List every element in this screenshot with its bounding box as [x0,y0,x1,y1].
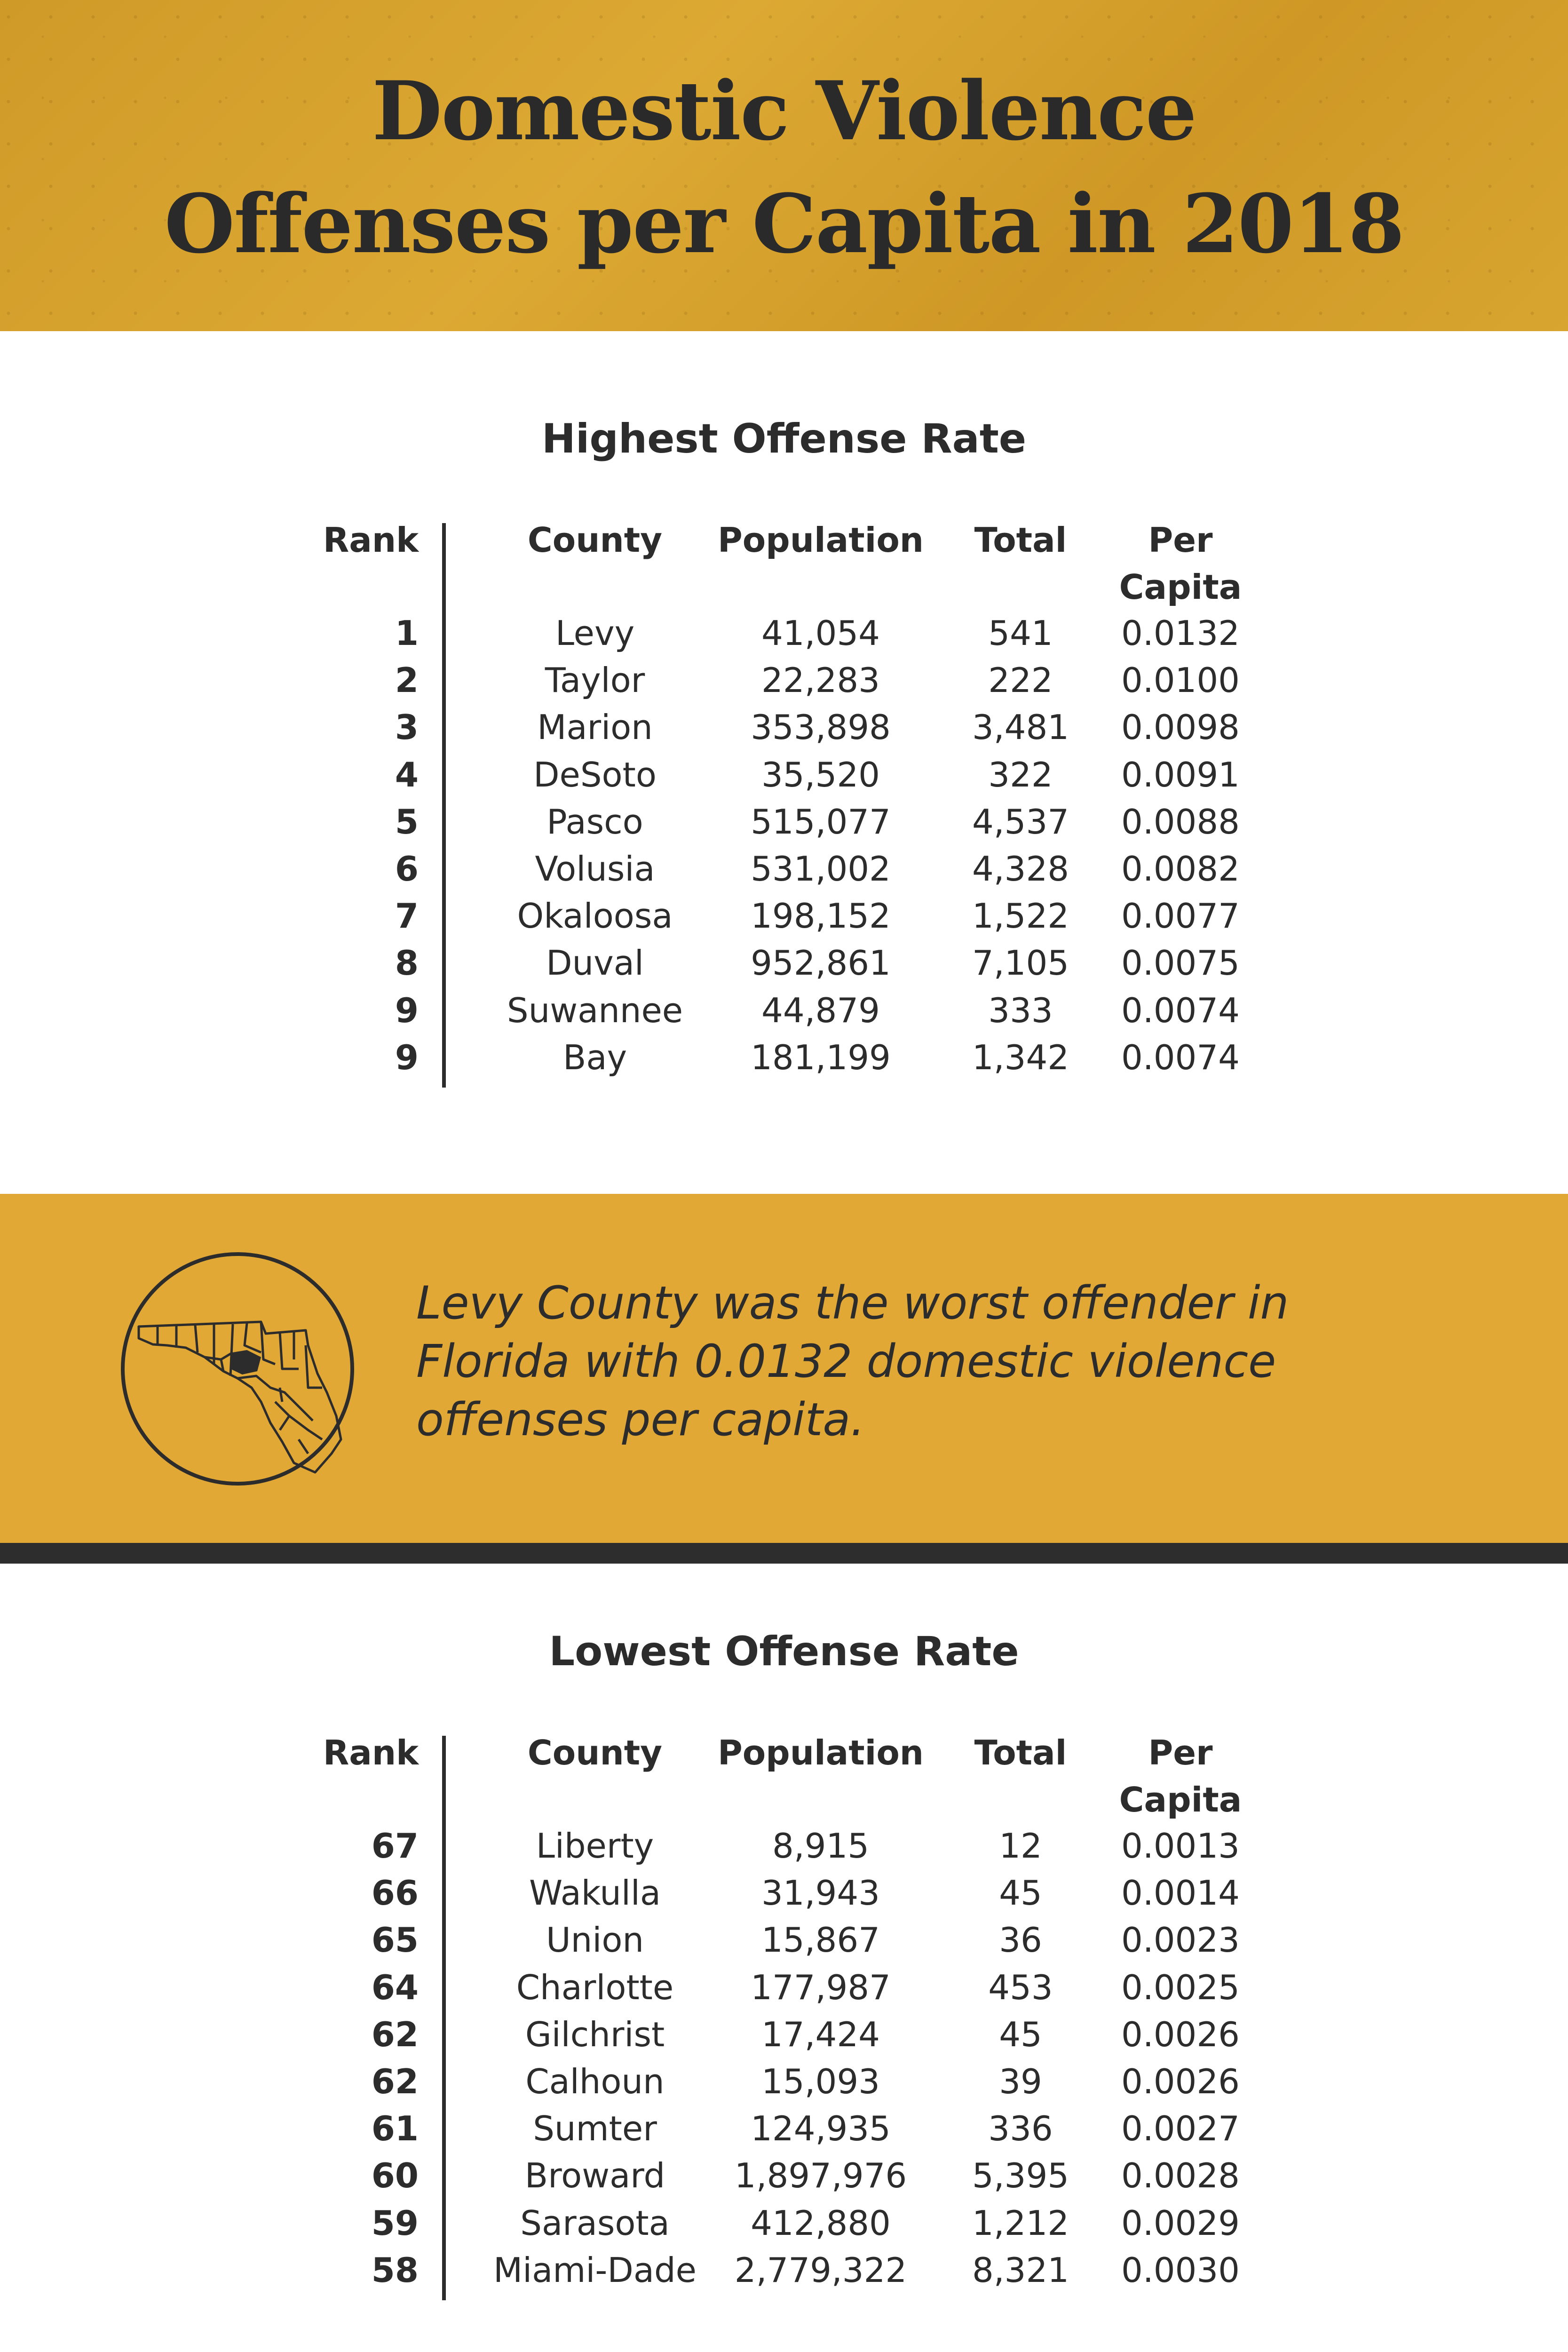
cell-county: Miami-Dade [493,2250,697,2290]
cell-county: Duval [546,943,644,983]
cell-population: 531,002 [751,849,891,889]
cell-population: 44,879 [761,990,880,1030]
column-header-county: County [527,1733,663,1772]
column-header-rank: Rank [323,520,419,560]
cell-total: 4,328 [972,849,1069,889]
cell-population: 2,779,322 [734,2250,907,2290]
cell-population: 353,898 [751,707,891,747]
cell-county: Suwannee [507,990,683,1030]
cell-per-capita: 0.0098 [1121,707,1240,747]
cell-county: Bay [562,1037,627,1077]
cell-total: 8,321 [972,2250,1069,2290]
cell-population: 17,424 [761,2014,880,2054]
cell-county: Gilchrist [525,2014,665,2054]
cell-per-capita: 0.0026 [1121,2014,1240,2054]
cell-total: 39 [999,2062,1042,2101]
cell-county: DeSoto [533,755,657,795]
cell-population: 8,915 [772,1826,870,1866]
cell-per-capita: 0.0023 [1121,1920,1240,1960]
cell-population: 22,283 [761,660,880,700]
cell-county: Union [546,1920,644,1960]
cell-rank: 67 [371,1826,419,1866]
cell-per-capita: 0.0082 [1121,849,1240,889]
cell-county: Calhoun [525,2062,665,2101]
column-header-total: Total [974,1733,1067,1772]
cell-county: Volusia [535,849,655,889]
cell-per-capita: 0.0027 [1121,2109,1240,2149]
cell-population: 952,861 [751,943,891,983]
column-header-total: Total [974,520,1067,560]
cell-total: 36 [999,1920,1042,1960]
cell-per-capita: 0.0014 [1121,1873,1240,1913]
highest-section-title: Highest Offense Rate [541,415,1027,462]
cell-county: Marion [537,707,653,747]
column-header-county: County [527,520,663,560]
cell-rank: 66 [371,1873,419,1913]
cell-population: 41,054 [761,613,880,653]
highest-callout-band [0,1194,1568,1543]
cell-county: Levy [555,613,635,653]
cell-per-capita: 0.0091 [1121,755,1240,795]
cell-per-capita: 0.0074 [1121,1037,1240,1077]
cell-total: 4,537 [972,802,1069,842]
highest-callout-line-2: Florida with 0.0132 domestic violence [416,1335,1276,1388]
cell-total: 333 [988,990,1053,1030]
cell-population: 15,093 [761,2062,880,2101]
cell-total: 222 [988,660,1053,700]
page-title-line-2: Offenses per Capita in 2018 [164,176,1404,271]
cell-total: 12 [999,1826,1042,1866]
cell-population: 198,152 [751,896,891,936]
cell-per-capita: 0.0074 [1121,990,1240,1030]
cell-per-capita: 0.0026 [1121,2062,1240,2101]
column-header-capita: Capita [1119,1780,1242,1820]
cell-total: 5,395 [972,2156,1069,2196]
cell-county: Liberty [536,1826,654,1866]
cell-county: Broward [524,2156,665,2196]
cell-total: 322 [988,755,1053,795]
cell-rank: 61 [371,2109,419,2149]
cell-population: 515,077 [751,802,891,842]
cell-rank: 8 [395,943,419,983]
cell-population: 177,987 [751,1967,891,2007]
cell-rank: 1 [395,613,419,653]
cell-per-capita: 0.0013 [1121,1826,1240,1866]
cell-population: 412,880 [751,2203,891,2243]
cell-rank: 58 [371,2250,419,2290]
lowest-section-title: Lowest Offense Rate [549,1628,1019,1675]
column-header-population: Population [717,1733,924,1772]
cell-county: Pasco [546,802,643,842]
cell-population: 35,520 [761,755,880,795]
table-rule [442,1736,446,2300]
cell-total: 7,105 [972,943,1069,983]
cell-rank: 9 [395,1037,419,1077]
cell-rank: 4 [395,755,419,795]
cell-per-capita: 0.0025 [1121,1967,1240,2007]
highest-callout-line-3: offenses per capita. [416,1393,865,1446]
cell-population: 15,867 [761,1920,880,1960]
cell-rank: 7 [395,896,419,936]
cell-per-capita: 0.0088 [1121,802,1240,842]
cell-rank: 6 [395,849,419,889]
cell-population: 1,897,976 [734,2156,907,2196]
column-header-population: Population [717,520,924,560]
cell-rank: 59 [371,2203,419,2243]
cell-county: Charlotte [516,1967,674,2007]
cell-total: 336 [988,2109,1053,2149]
cell-per-capita: 0.0029 [1121,2203,1240,2243]
section-divider [0,1543,1568,1564]
cell-rank: 3 [395,707,419,747]
cell-county: Sarasota [520,2203,670,2243]
cell-per-capita: 0.0030 [1121,2250,1240,2290]
cell-population: 124,935 [751,2109,891,2149]
cell-rank: 62 [371,2014,419,2054]
column-header-per: Per [1148,520,1213,560]
cell-per-capita: 0.0028 [1121,2156,1240,2196]
cell-county: Sumter [533,2109,657,2149]
cell-county: Wakulla [529,1873,661,1913]
highest-callout-line-1: Levy County was the worst offender in [416,1277,1289,1329]
cell-per-capita: 0.0132 [1121,613,1240,653]
cell-rank: 2 [395,660,419,700]
cell-per-capita: 0.0100 [1121,660,1240,700]
cell-total: 453 [988,1967,1053,2007]
cell-total: 1,212 [972,2203,1069,2243]
cell-rank: 5 [395,802,419,842]
cell-county: Okaloosa [517,896,673,936]
cell-county: Taylor [545,660,645,700]
cell-population: 181,199 [751,1037,891,1077]
column-header-rank: Rank [323,1733,419,1772]
cell-rank: 62 [371,2062,419,2101]
column-header-capita: Capita [1119,567,1242,607]
cell-per-capita: 0.0077 [1121,896,1240,936]
cell-total: 45 [999,2014,1042,2054]
florida-map-levy-icon [120,1251,355,1488]
cell-total: 3,481 [972,707,1069,747]
page-title-line-1: Domestic Violence [372,63,1196,159]
header-banner [0,0,1568,331]
cell-rank: 64 [371,1967,419,2007]
table-rule [442,523,446,1088]
cell-total: 541 [988,613,1053,653]
cell-rank: 65 [371,1920,419,1960]
cell-population: 31,943 [761,1873,880,1913]
cell-per-capita: 0.0075 [1121,943,1240,983]
column-header-per: Per [1148,1733,1213,1772]
cell-total: 1,522 [972,896,1069,936]
cell-rank: 9 [395,990,419,1030]
cell-total: 1,342 [972,1037,1069,1077]
cell-rank: 60 [371,2156,419,2196]
cell-total: 45 [999,1873,1042,1913]
